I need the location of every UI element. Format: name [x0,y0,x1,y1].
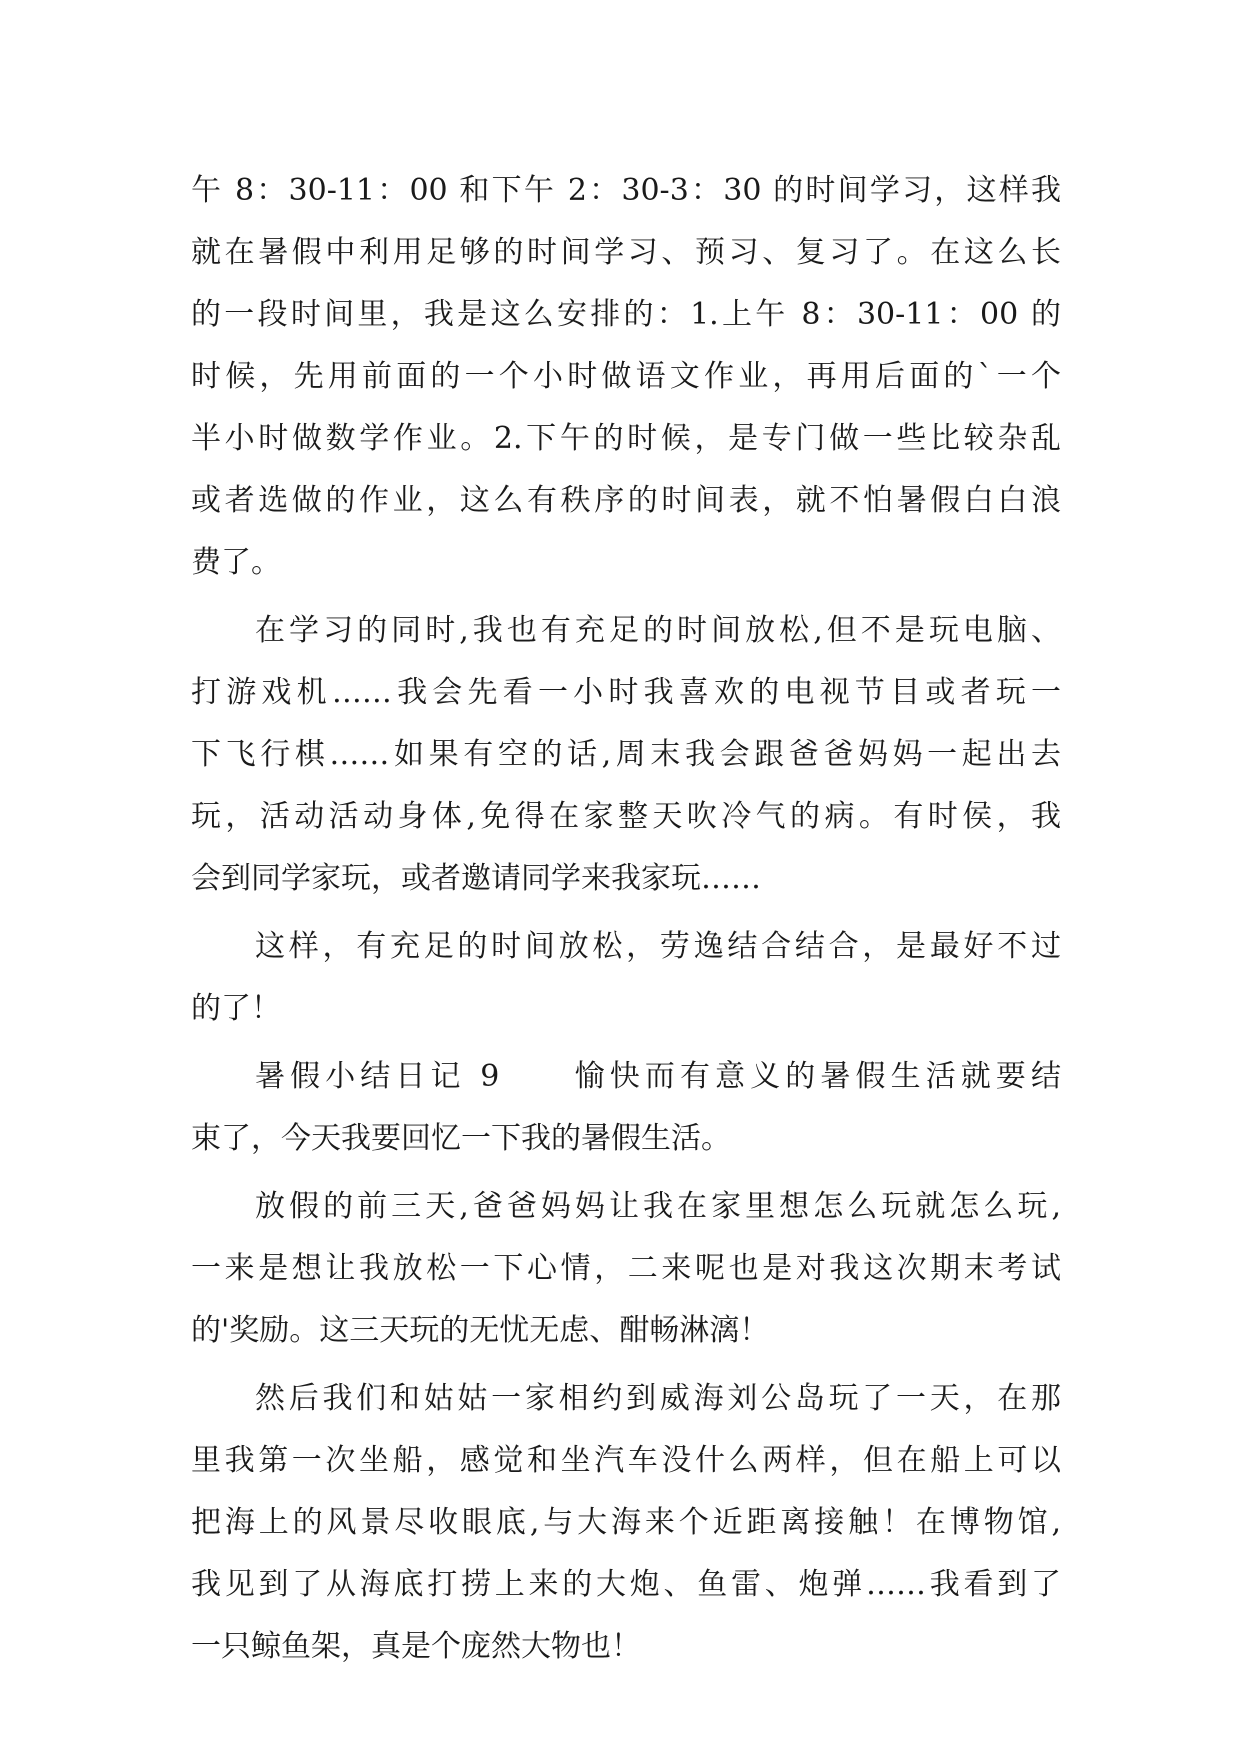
text-line: 下飞行棋……如果有空的话,周末我会跟爸爸妈妈一起出去 [191,737,1061,772]
text-line: 会到同学家玩，或者邀请同学来我家玩…… [191,861,761,896]
document-body [191,160,1061,1678]
text-line: 或者选做的作业，这么有秩序的时间表，就不怕暑假白白浪 [191,483,1061,518]
text-line: 半小时做数学作业。2.下午的时候，是专门做一些比较杂乱 [191,421,1061,456]
text-line: 我见到了从海底打捞上来的大炮、鱼雷、炮弹……我看到了 [191,1567,1061,1602]
text-line: 一来是想让我放松一下心情，二来呢也是对我这次期末考试 [191,1251,1061,1286]
text-line: 一只鲸鱼架，真是个庞然大物也！ [191,1629,641,1664]
text-line: 束了，今天我要回忆一下我的暑假生活。 [191,1121,731,1156]
text-line: 玩，活动活动身体,免得在家整天吹冷气的病。有时侯，我 [191,799,1061,834]
paragraph [191,1046,1061,1170]
paragraph [191,1368,1061,1678]
text-line: 放假的前三天,爸爸妈妈让我在家里想怎么玩就怎么玩, [255,1189,1061,1224]
text-line: 把海上的风景尽收眼底,与大海来个近距离接触！在博物馆, [191,1505,1061,1540]
text-line: 然后我们和姑姑一家相约到威海刘公岛玩了一天，在那 [255,1381,1061,1416]
paragraph [191,160,1061,594]
paragraph [191,600,1061,910]
text-line: 打游戏机……我会先看一小时我喜欢的电视节目或者玩一 [191,675,1061,710]
text-line: 的了！ [191,991,281,1026]
text-line: 这样，有充足的时间放松，劳逸结合结合，是最好不过 [255,929,1061,964]
text-line: 在学习的同时,我也有充足的时间放松,但不是玩电脑、 [255,613,1061,648]
text-line: 就在暑假中利用足够的时间学习、预习、复习了。在这么长 [191,235,1061,270]
text-line: 暑假小结日记 9 愉快而有意义的暑假生活就要结 [255,1059,1061,1094]
paragraph [191,916,1061,1040]
text-line: 里我第一次坐船，感觉和坐汽车没什么两样，但在船上可以 [191,1443,1061,1478]
text-line: 的'奖励。这三天玩的无忧无虑、酣畅淋漓！ [191,1313,770,1348]
text-line: 的一段时间里，我是这么安排的：1.上午 8：30-11：00 的 [191,297,1061,332]
text-line: 时候，先用前面的一个小时做语文作业，再用后面的`一个 [191,359,1061,394]
text-line: 午 8：30-11：00 和下午 2：30-3：30 的时间学习，这样我 [191,173,1061,208]
text-line: 费了。 [191,545,281,580]
paragraph [191,1176,1061,1362]
